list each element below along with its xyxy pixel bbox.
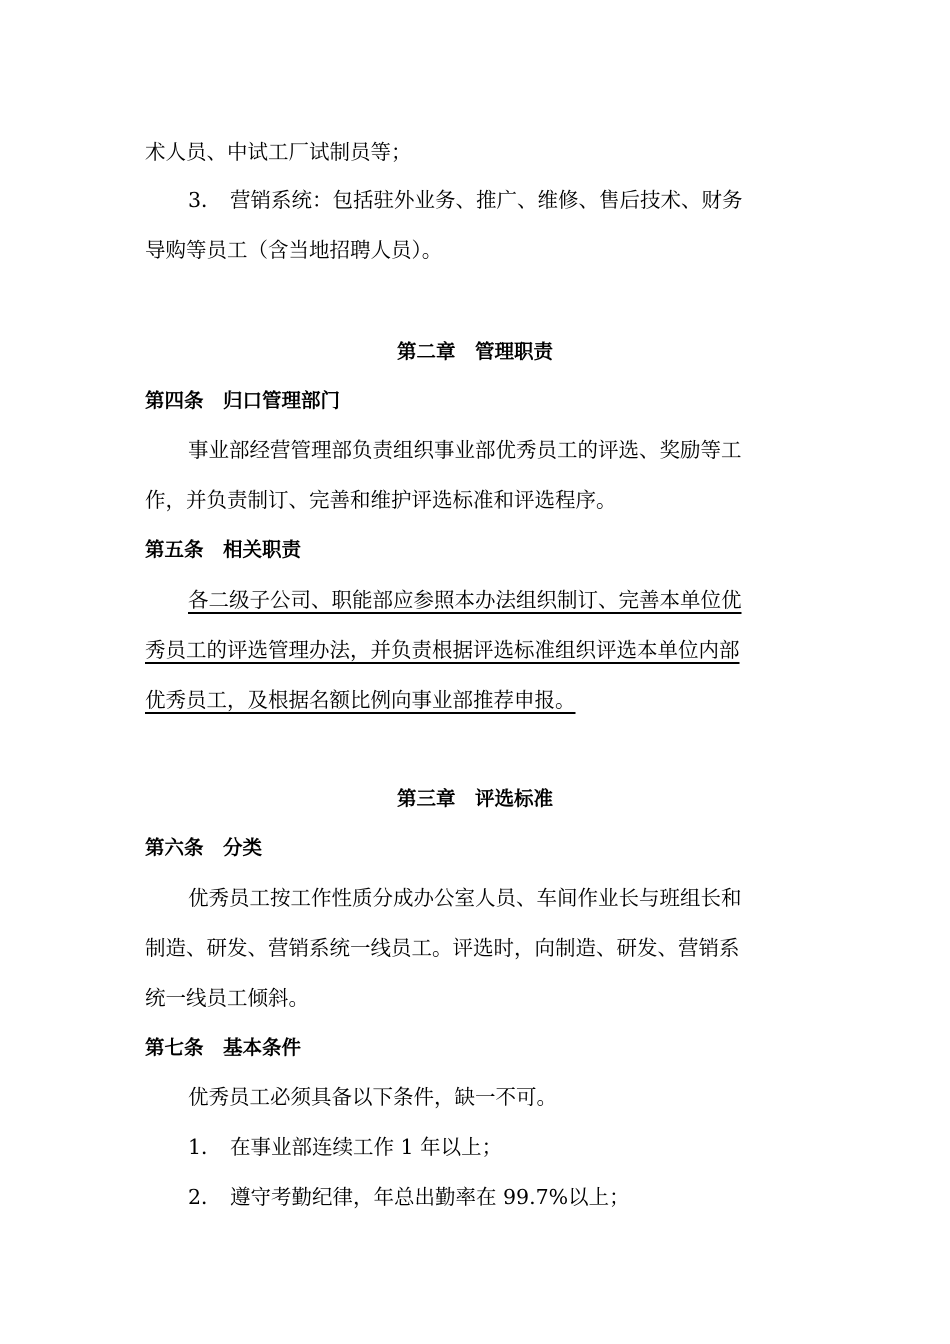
text-line: 导购等员工（含当地招聘人员）。	[145, 238, 443, 262]
list-number: 1．	[188, 1135, 222, 1159]
paragraph-line: 优秀员工按工作性质分成办公室人员、车间作业长与班组长和	[188, 886, 742, 910]
paragraph-line: 事业部经营管理部负责组织事业部优秀员工的评选、奖励等工	[188, 438, 742, 462]
article-heading: 第四条 归口管理部门	[145, 389, 341, 412]
paragraph-line: 统一线员工倾斜。	[145, 986, 309, 1010]
underlined-paragraph-line: 优秀员工，及根据名额比例向事业部推荐申报。	[145, 688, 576, 712]
list-text: 在事业部连续工作 1 年以上；	[230, 1135, 503, 1159]
list-text: 遵守考勤纪律，年总出勤率在 99.7%以上；	[230, 1185, 630, 1209]
paragraph-line: 作，并负责制订、完善和维护评选标准和评选程序。	[145, 488, 617, 512]
article-heading: 第七条 基本条件	[145, 1036, 302, 1059]
article-heading: 第五条 相关职责	[145, 538, 302, 561]
text-line: 术人员、中试工厂试制员等；	[145, 140, 412, 164]
list-text: 营销系统：包括驻外业务、推广、维修、售后技术、财务	[230, 188, 743, 212]
list-item-3	[188, 186, 743, 214]
paragraph-line: 优秀员工必须具备以下条件，缺一不可。	[188, 1085, 557, 1109]
list-number: 3．	[188, 188, 222, 212]
paragraph-line: 制造、研发、营销系统一线员工。评选时，向制造、研发、营销系	[145, 936, 740, 960]
chapter-heading: 第二章 管理职责	[396, 340, 553, 363]
article-heading: 第六条 分类	[145, 836, 263, 859]
underlined-paragraph-line: 秀员工的评选管理办法，并负责根据评选标准组织评选本单位内部	[145, 638, 740, 662]
underlined-paragraph-line: 各二级子公司、职能部应参照本办法组织制订、完善本单位优	[188, 588, 742, 612]
list-number: 2．	[188, 1185, 222, 1209]
chapter-heading: 第三章 评选标准	[396, 787, 553, 810]
list-item-2	[188, 1183, 630, 1211]
list-item-1	[188, 1133, 502, 1161]
